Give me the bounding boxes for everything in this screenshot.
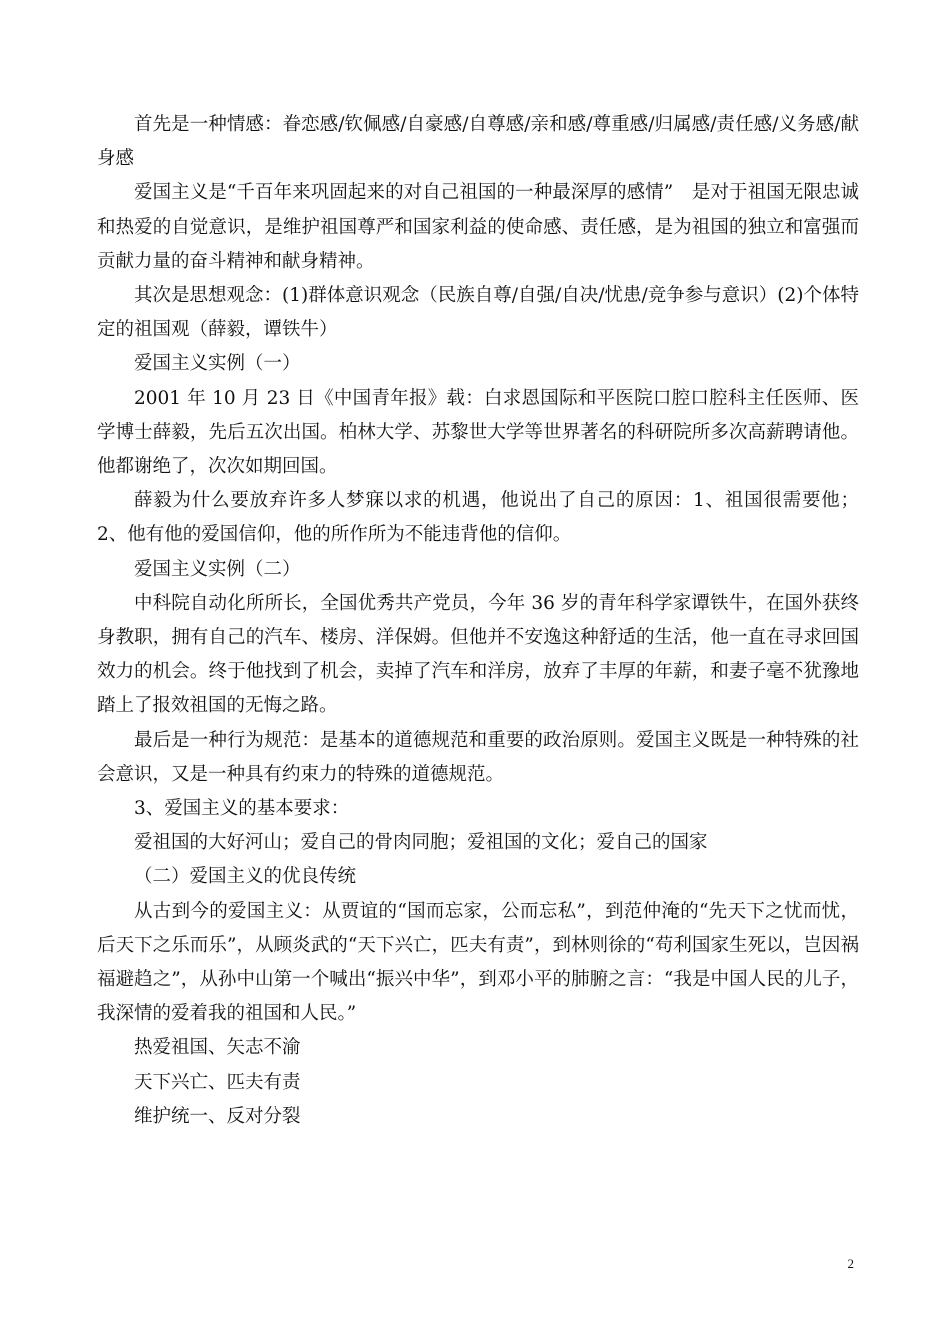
heading-example-one: 爱国主义实例（一） — [134, 353, 301, 375]
list-item-unity: 维护统一、反对分裂 — [134, 1105, 301, 1127]
paragraph-example-one-reason: 薛毅为什么要放弃许多人梦寐以求的机遇，他说出了自己的原因：1、祖国很需要他；2、他有他的爱国信仰，他的所作所为不能违背他的信仰。 — [97, 490, 859, 546]
heading-example-two: 爱国主义实例（二） — [134, 558, 301, 580]
paragraph-tradition-history: 从古到今的爱国主义：从贾谊的“国而忘家，公而忘私”，到范仲淹的“先天下之忧而忧，后天下之乐而乐”，从顾炎武的“天下兴亡，匹夫有责”，到林则徐的“苟利国家生死以，岂因祸福避趋之”，从孙中山第一个喊出“振兴中华”，到邓小平的肺腑之言：“我是中国人民的儿子，我深情的爱着我的祖国和人民。” — [97, 900, 859, 1025]
document-body — [97, 108, 859, 1134]
paragraph-patriotism-definition: 爱国主义是“千百年来巩固起来的对自己祖国的一种最深厚的感情” 是对于祖国无限忠诚和热爱的自觉意识，是维护祖国尊严和国家利益的使命感、责任感，是为祖国的独立和富强而贡献力量的奋斗精神和献身精神。 — [97, 182, 859, 272]
heading-basic-requirements: 3、爱国主义的基本要求： — [134, 798, 350, 820]
paragraph-basic-requirements: 爱祖国的大好河山；爱自己的骨肉同胞；爱祖国的文化；爱自己的国家 — [134, 832, 708, 854]
list-item-love-motherland: 热爱祖国、矢志不渝 — [134, 1037, 301, 1059]
page-number: 2 — [847, 1256, 854, 1271]
paragraph-example-one-story: 2001 年 10 月 23 日《中国青年报》载：白求恩国际和平医院口腔口腔科主任医师、医学博士薛毅，先后五次出国。柏林大学、苏黎世大学等世界著名的科研院所多次高薪聘请他。他都谢绝了，次次如期回国。 — [97, 387, 859, 478]
paragraph-ideology: 其次是思想观念：(1)群体意识观念（民族自尊/自强/自决/忧患/竞争参与意识）(2)个体特定的祖国观（薛毅，谭铁牛） — [97, 285, 859, 341]
list-item-responsibility: 天下兴亡、匹夫有责 — [134, 1071, 301, 1093]
paragraph-emotion: 首先是一种情感：眷恋感/钦佩感/自豪感/自尊感/亲和感/尊重感/归属感/责任感/义务感/献身感 — [97, 114, 859, 170]
paragraph-behavior-norm: 最后是一种行为规范：是基本的道德规范和重要的政治原则。爱国主义既是一种特殊的社会意识，又是一种具有约束力的特殊的道德规范。 — [97, 729, 859, 785]
heading-fine-tradition: （二）爱国主义的优良传统 — [134, 866, 357, 888]
paragraph-example-two-story: 中科院自动化所所长，全国优秀共产党员，今年 36 岁的青年科学家谭铁牛，在国外获终身教职，拥有自己的汽车、楼房、洋保姆。但他并不安逸这种舒适的生活，他一直在寻求回国效力的机会。终于他找到了机会，卖掉了汽车和洋房，放弃了丰厚的年薪，和妻子毫不犹豫地踏上了报效祖国的无悔之路。 — [97, 592, 859, 717]
